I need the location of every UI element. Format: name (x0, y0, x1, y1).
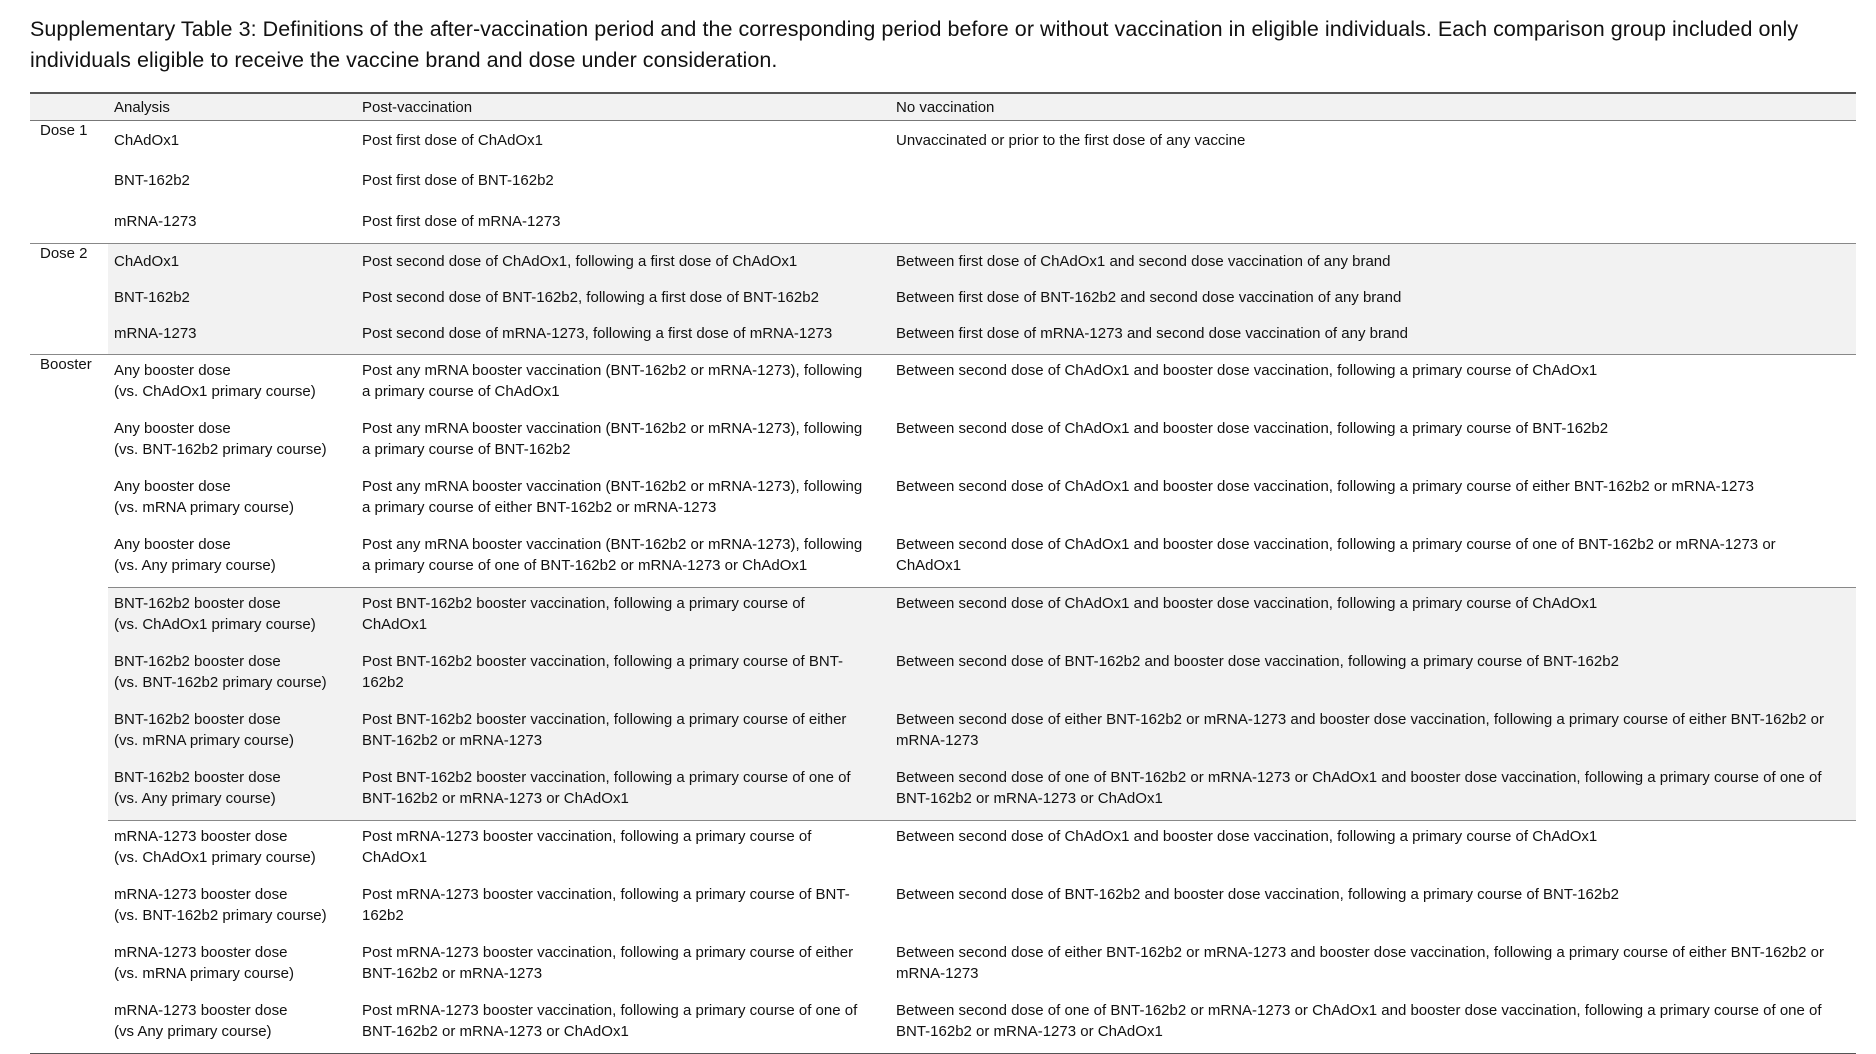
table-row (30, 121, 1856, 162)
table-row (30, 879, 1856, 937)
group-label-dose2: Dose 2 (30, 244, 108, 283)
analysis-cell: Any booster dose (vs. mRNA primary course) (114, 478, 295, 516)
no-vaccination-cell (890, 161, 1856, 202)
no-vaccination-cell: Between second dose of BNT-162b2 and booster dose vaccination, following a primary course of BNT-162b2 (890, 646, 1856, 704)
post-vaccination-cell: Post BNT-162b2 booster vaccination, following a primary course of ChAdOx1 (356, 588, 890, 647)
table-row (30, 995, 1856, 1054)
table-row (30, 471, 1856, 529)
table-row (30, 244, 1856, 283)
analysis-cell: BNT-162b2 booster dose (vs. mRNA primary course) (108, 704, 356, 762)
header-group (30, 93, 108, 121)
table-row (30, 937, 1856, 995)
table-row (30, 202, 1856, 244)
table-row (30, 762, 1856, 821)
no-vaccination-cell: Between second dose of ChAdOx1 and booster dose vaccination, following a primary course of one of BNT-162b2 or mRNA-1273 or ChAdOx1 (896, 536, 1776, 574)
no-vaccination-cell: Between second dose of BNT-162b2 and booster dose vaccination, following a primary course of BNT-162b2 (896, 886, 1619, 903)
no-vaccination-cell (890, 202, 1856, 244)
table-row (30, 282, 1856, 318)
analysis-cell: Any booster dose (vs. Any primary course) (114, 536, 276, 574)
post-vaccination-cell: Post first dose of BNT-162b2 (362, 172, 554, 189)
analysis-cell: mRNA-1273 booster dose (vs. BNT-162b2 primary course) (114, 886, 327, 924)
analysis-cell: BNT-162b2 (114, 172, 190, 189)
no-vaccination-cell: Between second dose of ChAdOx1 and booster dose vaccination, following a primary course of ChAdOx1 (890, 821, 1856, 880)
no-vaccination-cell: Between second dose of ChAdOx1 and booster dose vaccination, following a primary course of ChAdOx1 (890, 355, 1856, 414)
analysis-cell: BNT-162b2 (108, 282, 356, 318)
no-vaccination-cell: Between second dose of ChAdOx1 and booster dose vaccination, following a primary course of ChAdOx1 (890, 588, 1856, 647)
header-no-vaccination: No vaccination (890, 93, 1856, 121)
no-vaccination-cell: Between second dose of either BNT-162b2 or mRNA-1273 and booster dose vaccination, following a primary course of either BNT-162b2 or mRNA-1273 (890, 704, 1856, 762)
analysis-cell: BNT-162b2 booster dose (vs. Any primary course) (108, 762, 356, 821)
definitions-table (30, 92, 1856, 1054)
table-row (30, 821, 1856, 880)
analysis-cell: mRNA-1273 (108, 318, 356, 355)
analysis-cell: mRNA-1273 booster dose (vs. mRNA primary course) (114, 944, 295, 982)
analysis-cell: Any booster dose (vs. BNT-162b2 primary course) (114, 420, 327, 458)
table-row (30, 588, 1856, 647)
analysis-cell: Any booster dose (vs. ChAdOx1 primary course) (108, 355, 356, 414)
post-vaccination-cell: Post any mRNA booster vaccination (BNT-162b2 or mRNA-1273), following a primary course of one of BNT-162b2 or mRNA-1273 or ChAdOx1 (362, 536, 863, 574)
header-analysis: Analysis (108, 93, 356, 121)
group-label-dose1: Dose 1 (40, 122, 88, 139)
no-vaccination-cell: Between first dose of BNT-162b2 and second dose vaccination of any brand (890, 282, 1856, 318)
no-vaccination-cell: Between second dose of either BNT-162b2 or mRNA-1273 and booster dose vaccination, following a primary course of either BNT-162b2 or mRNA-1273 (896, 944, 1825, 982)
table-row (30, 529, 1856, 588)
post-vaccination-cell: Post mRNA-1273 booster vaccination, following a primary course of ChAdOx1 (356, 821, 890, 880)
post-vaccination-cell: Post BNT-162b2 booster vaccination, following a primary course of BNT- 162b2 (356, 646, 890, 704)
no-vaccination-cell: Between first dose of ChAdOx1 and second dose vaccination of any brand (890, 244, 1856, 283)
post-vaccination-cell: Post mRNA-1273 booster vaccination, following a primary course of either BNT-162b2 or mRNA-1273 (362, 944, 854, 982)
header-row (30, 93, 1856, 121)
analysis-cell: BNT-162b2 booster dose (vs. BNT-162b2 primary course) (108, 646, 356, 704)
post-vaccination-cell: Post any mRNA booster vaccination (BNT-162b2 or mRNA-1273), following a primary course of either BNT-162b2 or mRNA-1273 (362, 478, 863, 516)
post-vaccination-cell: Post second dose of ChAdOx1, following a first dose of ChAdOx1 (356, 244, 890, 283)
post-vaccination-cell: Post any mRNA booster vaccination (BNT-162b2 or mRNA-1273), following a primary course of BNT-162b2 (362, 420, 863, 458)
table-row (30, 704, 1856, 762)
no-vaccination-cell: Between second dose of ChAdOx1 and booster dose vaccination, following a primary course of either BNT-162b2 or mRNA-1273 (896, 478, 1754, 495)
post-vaccination-cell: Post BNT-162b2 booster vaccination, following a primary course of one of BNT-162b2 or mRNA-1273 or ChAdOx1 (356, 762, 890, 821)
post-vaccination-cell: Post second dose of mRNA-1273, following a first dose of mRNA-1273 (356, 318, 890, 355)
post-vaccination-cell: Post first dose of mRNA-1273 (362, 213, 561, 230)
analysis-cell: BNT-162b2 booster dose (vs. ChAdOx1 primary course) (108, 588, 356, 647)
no-vaccination-cell: Between second dose of ChAdOx1 and booster dose vaccination, following a primary course of BNT-162b2 (896, 420, 1609, 437)
analysis-cell: mRNA-1273 (114, 213, 197, 230)
no-vaccination-cell: Unvaccinated or prior to the first dose of any vaccine (896, 132, 1246, 149)
no-vaccination-cell: Between second dose of one of BNT-162b2 or mRNA-1273 or ChAdOx1 and booster dose vaccination, following a primary course of one of BNT-162b2 or mRNA-1273 or ChAdOx1 (890, 995, 1856, 1054)
analysis-cell: ChAdOx1 (108, 244, 356, 283)
analysis-cell: mRNA-1273 booster dose (vs Any primary course) (108, 995, 356, 1054)
table-row (30, 355, 1856, 414)
table-row (30, 161, 1856, 202)
no-vaccination-cell: Between first dose of mRNA-1273 and second dose vaccination of any brand (890, 318, 1856, 355)
post-vaccination-cell: Post mRNA-1273 booster vaccination, following a primary course of BNT- 162b2 (362, 886, 850, 924)
table-row (30, 318, 1856, 355)
analysis-cell: ChAdOx1 (114, 132, 180, 149)
post-vaccination-cell: Post mRNA-1273 booster vaccination, following a primary course of one of BNT-162b2 or mRNA-1273 or ChAdOx1 (356, 995, 890, 1054)
analysis-cell: mRNA-1273 booster dose (vs. ChAdOx1 primary course) (108, 821, 356, 880)
post-vaccination-cell: Post BNT-162b2 booster vaccination, following a primary course of either BNT-162b2 or mRNA-1273 (356, 704, 890, 762)
table-row (30, 413, 1856, 471)
table-row (30, 646, 1856, 704)
post-vaccination-cell: Post second dose of BNT-162b2, following a first dose of BNT-162b2 (356, 282, 890, 318)
post-vaccination-cell: Post first dose of ChAdOx1 (362, 132, 543, 149)
header-post-vaccination: Post-vaccination (356, 93, 890, 121)
no-vaccination-cell: Between second dose of one of BNT-162b2 or mRNA-1273 or ChAdOx1 and booster dose vaccination, following a primary course of one of BNT-162b2 or mRNA-1273 or ChAdOx1 (890, 762, 1856, 821)
table-caption: Supplementary Table 3: Definitions of the after-vaccination period and the corresponding period before or without vaccination in eligible individuals. Each comparison group included only individuals eligible to receive the vaccine brand and dose under consideration. (30, 17, 1799, 72)
group-label-booster: Booster (30, 355, 108, 414)
post-vaccination-cell: Post any mRNA booster vaccination (BNT-162b2 or mRNA-1273), following a primary course of ChAdOx1 (356, 355, 890, 414)
